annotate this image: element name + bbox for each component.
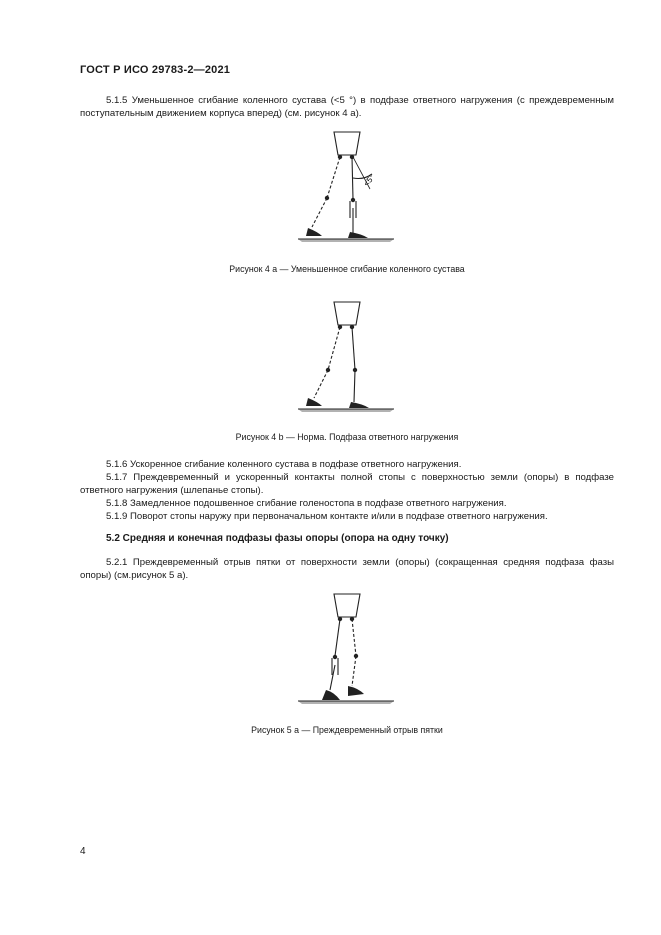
figure-5a-caption: Рисунок 5 а — Преждевременный отрыв пятки xyxy=(251,725,443,735)
paragraph-5-2-1: 5.2.1 Преждевременный отрыв пятки от поверхности земли (опоры) (сокращенная средняя подфаза фазы опоры) (см.рисунок 5 а). xyxy=(80,557,614,582)
stance-thigh xyxy=(335,619,340,656)
swing-thigh xyxy=(327,157,340,198)
swing-shank xyxy=(352,656,356,686)
stance-foot xyxy=(348,232,368,238)
ground-hatch xyxy=(298,239,394,242)
standard-header: ГОСТ Р ИСО 29783-2—2021 xyxy=(80,64,231,76)
swing-shank xyxy=(314,370,328,398)
section-heading-5-2: 5.2 Средняя и конечная подфазы фазы опоры (опора на одну точку) xyxy=(106,533,449,544)
pelvis-shape xyxy=(334,594,360,617)
figure-4b xyxy=(290,298,400,416)
figure-4b-caption: Рисунок 4 b — Норма. Подфаза ответного нагружения xyxy=(235,432,459,442)
swing-foot xyxy=(306,398,322,406)
swing-foot xyxy=(306,228,322,236)
stance-shank xyxy=(354,370,355,402)
swing-shank xyxy=(312,198,327,227)
stance-thigh xyxy=(352,327,355,370)
stance-foot xyxy=(349,402,369,408)
paragraph-5-1-8: 5.1.8 Замедленное подошвенное сгибание голеностопа в подфазе ответного нагружения. xyxy=(106,498,507,509)
angle-label: <5° xyxy=(361,172,377,189)
swing-thigh xyxy=(352,619,356,656)
paragraph-5-1-6: 5.1.6 Ускоренное сгибание коленного сустава в подфазе ответного нагружения. xyxy=(106,459,462,470)
pelvis-shape xyxy=(334,302,360,325)
swing-foot xyxy=(348,686,364,696)
figure-5a xyxy=(290,590,400,708)
figure-4a-caption: Рисунок 4 а — Уменьшенное сгибание коленного сустава xyxy=(229,264,465,274)
stance-foot xyxy=(322,690,340,700)
ground-hatch xyxy=(298,701,394,704)
ground-hatch xyxy=(298,409,394,412)
stance-thigh xyxy=(352,157,353,199)
swing-thigh xyxy=(328,327,340,370)
paragraph-5-1-5: 5.1.5 Уменьшенное сгибание коленного сустава (<5 °) в подфазе ответного нагружения (с преждевременным поступательным движением корпуса вперед) (см. рисунок 4 а). xyxy=(80,95,614,120)
figure-4a xyxy=(290,128,400,246)
pelvis-shape xyxy=(334,132,360,155)
paragraph-5-1-7: 5.1.7 Преждевременный и ускоренный контакты полной стопы с поверхностью земли (опоры) в подфазе ответного нагружения (шлепанье стопы). xyxy=(80,472,614,497)
page-number: 4 xyxy=(80,846,86,857)
paragraph-5-1-9: 5.1.9 Поворот стопы наружу при первоначальном контакте и/или в подфазе ответного нагружения. xyxy=(106,511,548,522)
